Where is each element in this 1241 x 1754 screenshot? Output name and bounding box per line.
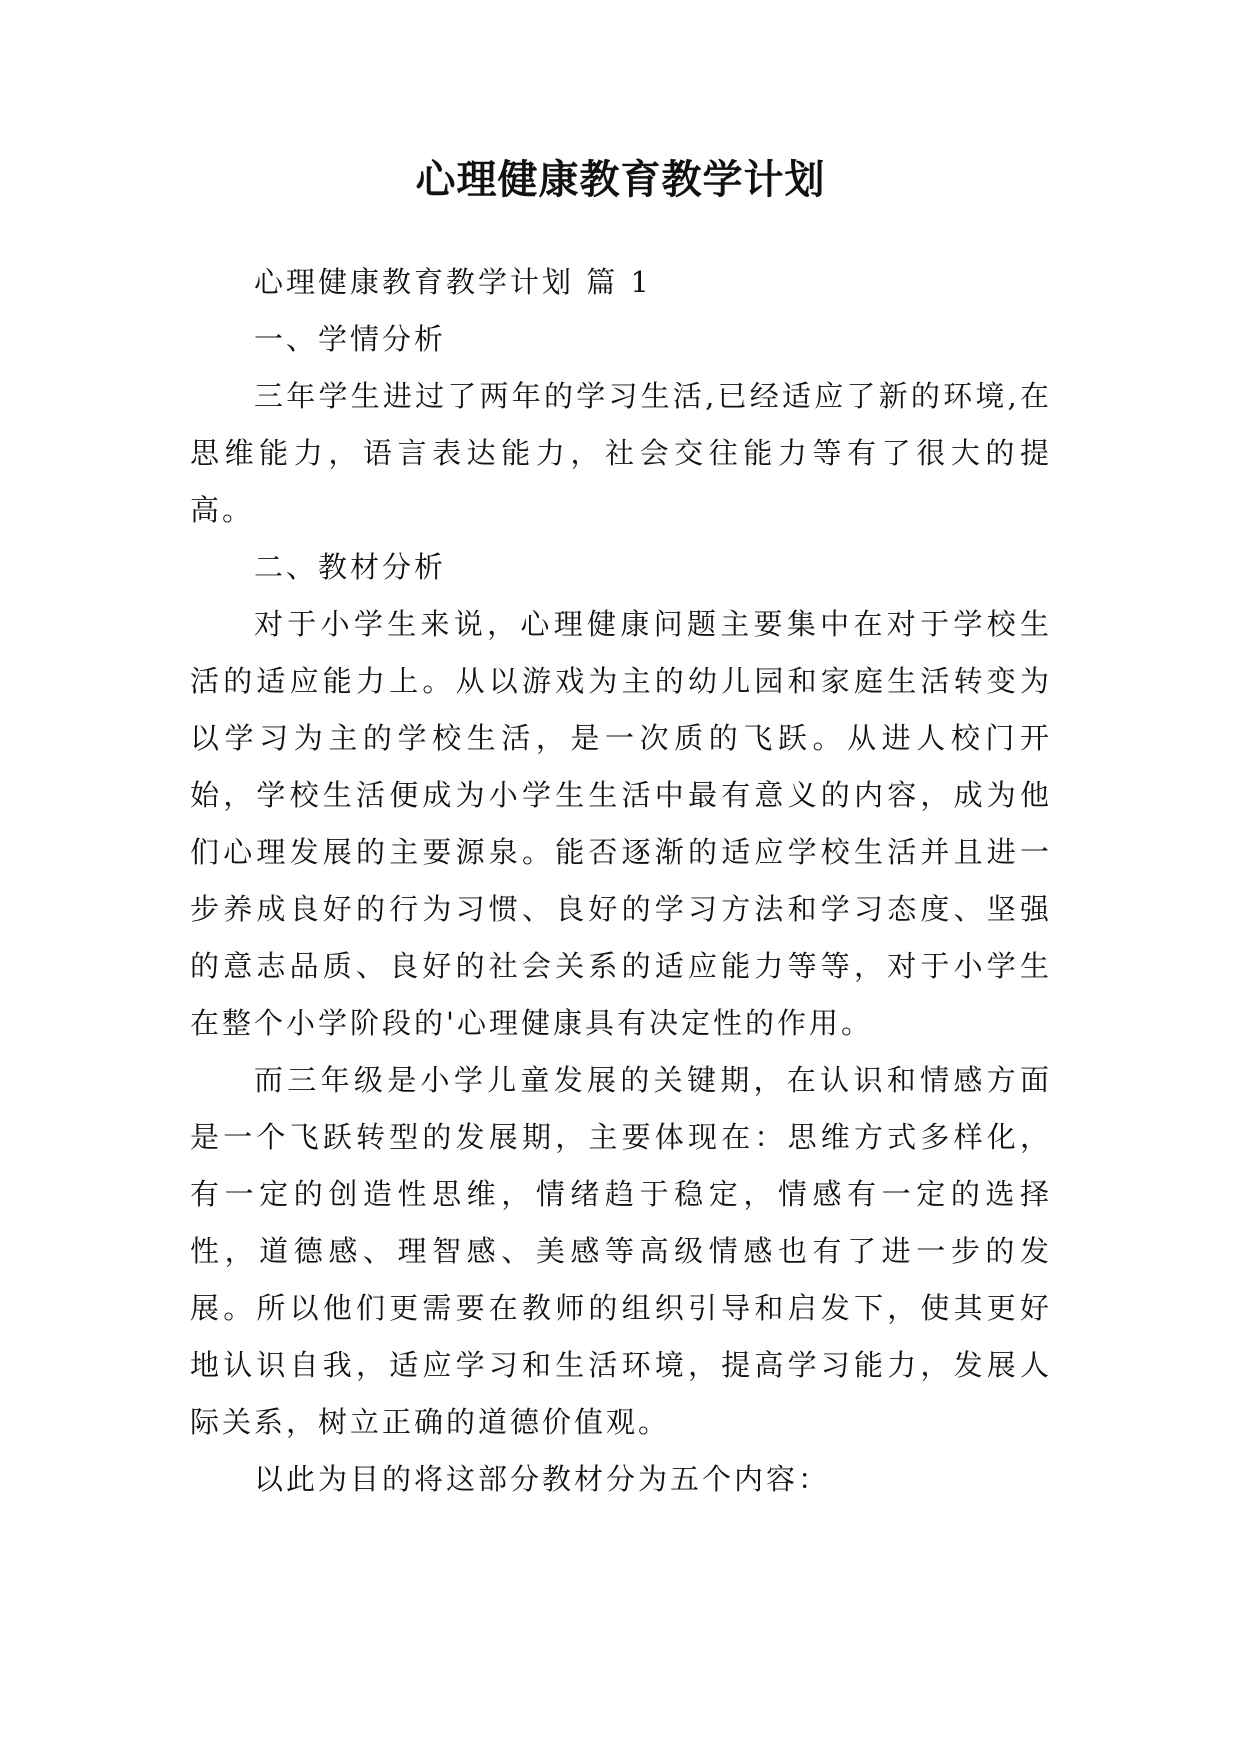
heading-material-analysis: 二、教材分析 [254,550,447,584]
paragraph-student-analysis: 三年学生进过了两年的学习生活,已经适应了新的环境,在思维能力，语言表达能力，社会交往能力等有了很大的提高。 [190,379,1052,527]
section-title-line: 心理健康教育教学计划 篇 1 [254,265,652,299]
document-title: 心理健康教育教学计划 [415,156,826,203]
heading-student-analysis: 一、学情分析 [254,322,447,356]
document-body [190,254,1052,1508]
paragraph-material-analysis: 对于小学生来说，心理健康问题主要集中在对于学校生活的适应能力上。从以游戏为主的幼儿园和家庭生活转变为以学习为主的学校生活，是一次质的飞跃。从进人校门开始，学校生活便成为小学生生活中最有意义的内容，成为他们心理发展的主要源泉。能否逐渐的适应学校生活并且进一步养成良好的行为习惯、良好的学习方法和学习态度、坚强的意志品质、良好的社会关系的适应能力等等，对于小学生在整个小学阶段的'心理健康具有决定性的作用。 [190,607,1052,1040]
paragraph-five-contents: 以此为目的将这部分教材分为五个内容： [254,1462,831,1496]
paragraph-grade-three: 而三年级是小学儿童发展的关键期，在认识和情感方面是一个飞跃转型的发展期，主要体现在：思维方式多样化，有一定的创造性思维，情绪趋于稳定，情感有一定的选择性，道德感、理智感、美感等高级情感也有了进一步的发展。所以他们更需要在教师的组织引导和启发下，使其更好地认识自我，适应学习和生活环境，提高学习能力，发展人际关系，树立正确的道德价值观。 [190,1063,1052,1439]
